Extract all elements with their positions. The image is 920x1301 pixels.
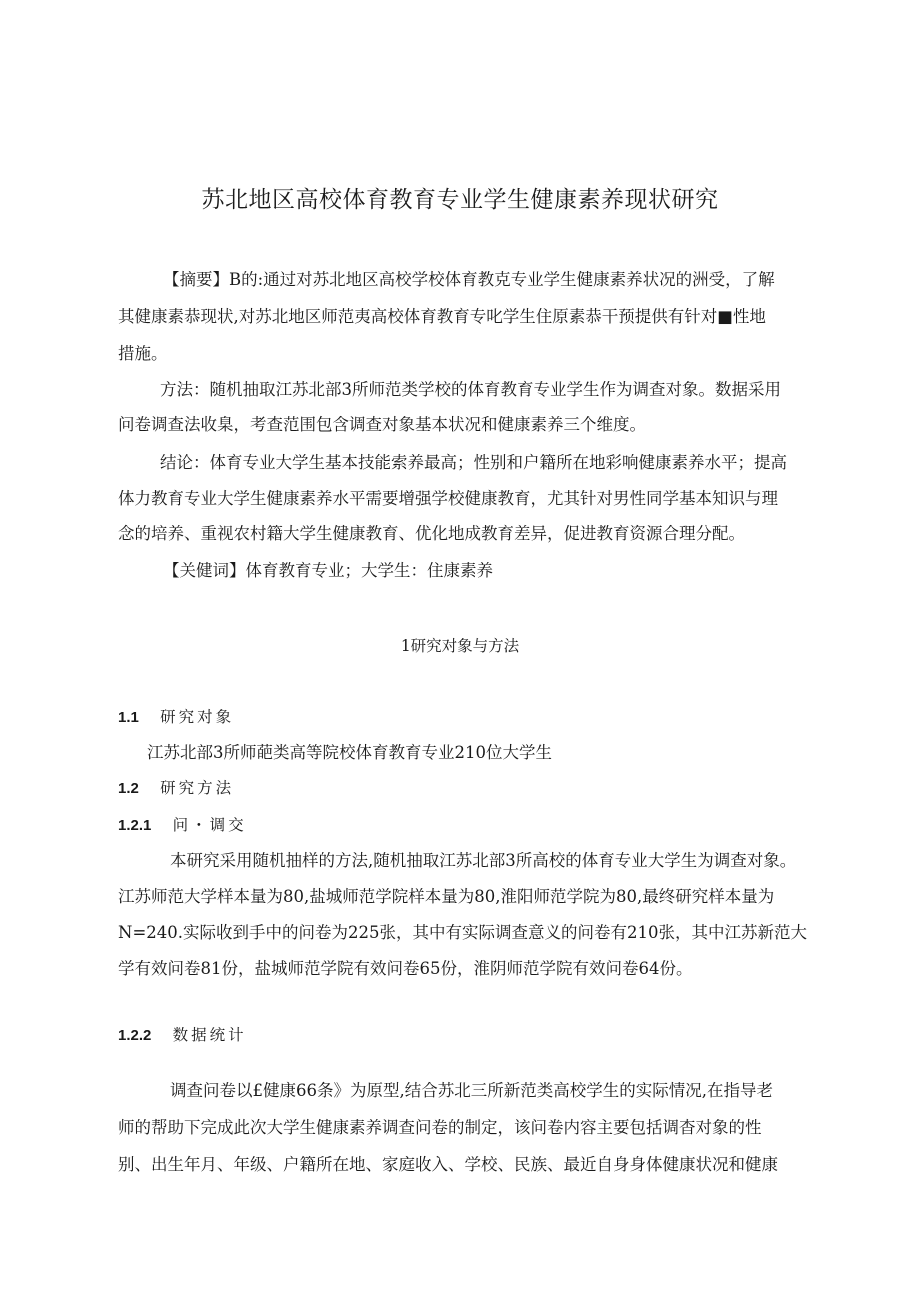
section-1-2-1-line-2: 江苏师范大学样本量为80,盐城师范学院样本量为80,淮阳师范学院为80,最终研究样本量为 (118, 887, 775, 906)
section-1-heading: 1研究对象与方法 (400, 637, 520, 655)
abstract-conclusion-line-1: 结论：体育专业大学生基本技能索养最高；性别和户籍所在地彩响健康素养水平；提高 (160, 453, 787, 472)
section-1-2-1-line-1: 本研究采用随机抽样的方法,随机抽取江苏北部3所高校的体育专业大学生为调查对象。 (170, 851, 797, 870)
section-1-1-heading (118, 707, 234, 728)
section-1-2-label: 研究方法 (160, 779, 235, 797)
section-1-2-heading (118, 778, 234, 799)
abstract-purpose-line-3: 措施。 (118, 344, 168, 363)
section-1-2-2-heading (118, 1025, 247, 1046)
abstract-conclusion-line-3: 念的培养、重视农村籍大学生健康教育、优化地成教育差异，促进教育资源合理分配。 (118, 524, 745, 543)
section-1-2-1-label: 问・调交 (172, 816, 247, 834)
abstract-method-line-1: 方法：随机抽取江苏北部3所师范类学校的体育教育专业学生作为调查对象。数据采用 (160, 380, 781, 399)
section-1-2-2-line-1: 调查问卷以£健康66条》为原型,结合苏北三所新范类高校学生的实际情况,在指导老 (170, 1081, 773, 1100)
section-1-1-number: 1.1 (118, 709, 139, 726)
section-1-2-2-line-2: 师的帮助下完成此次大学生健康素养调查问卷的制定，该问卷内容主要包括调杳对象的性 (118, 1118, 762, 1137)
section-1-1-text: 江苏北部3所师葩类高等院校体育教育专业210位大学生 (147, 743, 552, 762)
abstract-method-line-2: 问卷调查法收臬，考查范围包含调查对象基本状况和健康素养三个维度。 (118, 415, 646, 434)
abstract-purpose-line-1: 【摘要】B的:通过对苏北地区高校学校体育教克专业学生健康素养状况的洲受，了解 (163, 270, 775, 289)
section-1-1-label: 研究对象 (160, 708, 235, 726)
section-1-2-1-line-4: 学有效问卷81份，盐城师范学院有效问卷65份，淮阴师范学院有效问卷64份。 (118, 959, 693, 978)
paper-title: 苏北地区高校体育教育专业学生健康素养现状研究 (201, 187, 719, 213)
section-1-2-1-line-3: N=240.实际收到手中的问卷为225张，其中有实际调查意义的问卷有210张，其中江苏新范大 (118, 923, 807, 942)
abstract-purpose-line-2: 其健康素恭现状,对苏北地区师范夷高校体育教育专叱学生住原素恭干预提供有针对■性地 (118, 307, 766, 326)
section-1-2-1-number: 1.2.1 (118, 817, 152, 834)
section-1-2-2-number: 1.2.2 (118, 1027, 152, 1044)
section-1-2-2-line-3: 别、出生年月、年级、户籍所在地、家庭收入、学校、民族、最近自身身体健康状况和健康 (118, 1155, 778, 1174)
section-1-2-1-heading (118, 815, 247, 836)
keywords: 【关健词】体育教育专业；大学生：住康素养 (163, 561, 493, 580)
section-1-2-2-label: 数据统计 (172, 1026, 247, 1044)
abstract-conclusion-line-2: 体力教育专业大学生健康素养水平需要增强学校健康教育，尤其针对男性同学基本知识与理 (118, 489, 778, 508)
section-1-2-number: 1.2 (118, 780, 139, 797)
